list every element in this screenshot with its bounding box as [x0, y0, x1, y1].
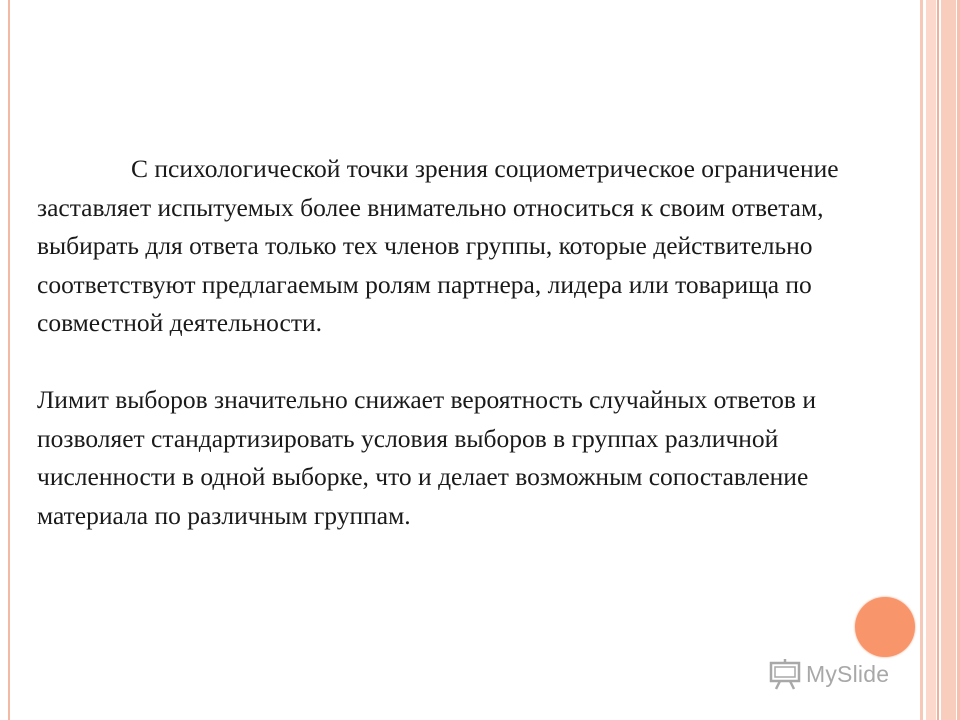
slide-frame-left-line	[8, 0, 10, 720]
stripe	[937, 0, 939, 720]
slide-body-text	[37, 150, 867, 535]
paragraph-2: Лимит выборов значительно снижает вероятность случайных ответов и позволяет стандартизировать условия выборов в группах различной численности в одной выборке, что и делает возможным сопоставление материала по различным группам.	[37, 385, 816, 530]
stripe	[926, 0, 936, 720]
decorative-orange-circle	[855, 597, 915, 657]
myslide-watermark	[768, 654, 889, 694]
paragraph-spacer	[37, 343, 867, 382]
paragraph-1: С психологической точки зрения социометрическое ограничение заставляет испытуемых более внимательно относиться к своим ответам, выбирать для ответа только тех членов группы, которые действительно соответствуют предлагаемым ролям партнера, лидера или товарища по совместной деятельности.	[37, 154, 839, 337]
watermark-text: MySlide	[806, 660, 890, 687]
stripe	[941, 0, 956, 720]
stripe	[920, 0, 923, 720]
decorative-stripes	[920, 0, 960, 720]
presentation-board-icon	[768, 657, 802, 691]
